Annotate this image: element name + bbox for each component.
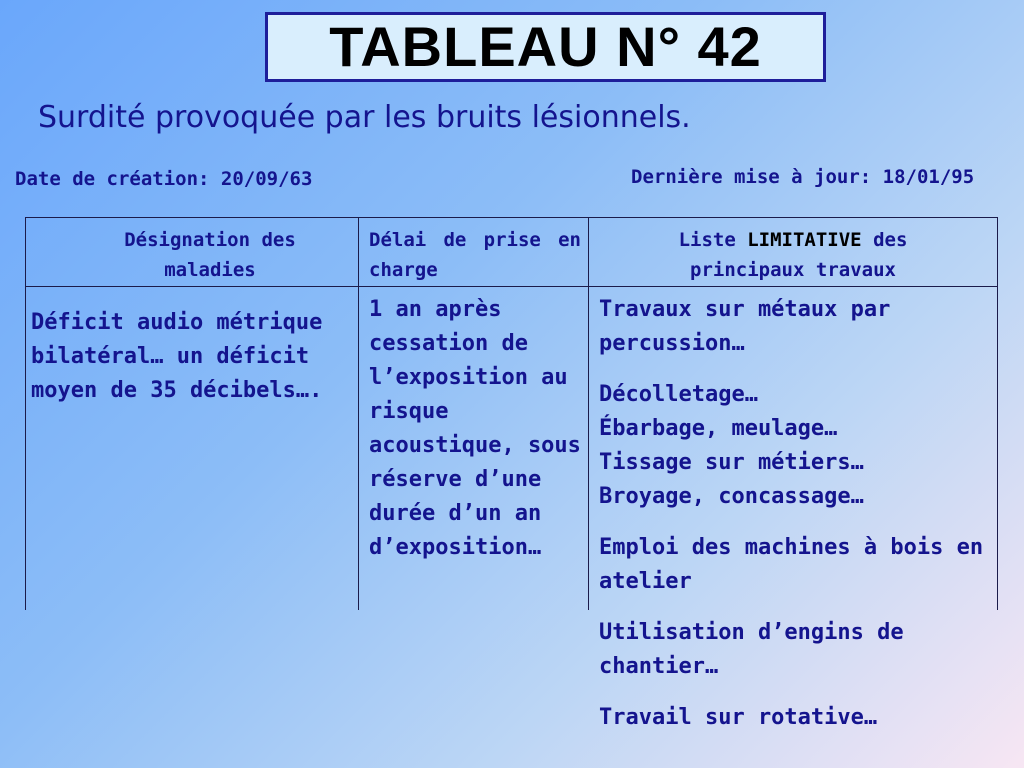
table-header-divider <box>25 286 998 287</box>
travaux-item: Emploi des machines à bois en atelier <box>599 535 984 594</box>
cell-delai: 1 an après cessation de l’exposition au risque acoustique, sous réserve d’une durée d’un an d’exposition… <box>369 297 581 560</box>
table-col-divider-1 <box>358 217 359 610</box>
last-update-date: Dernière mise à jour: 18/01/95 <box>631 166 975 188</box>
cell-travaux <box>599 293 999 752</box>
table-left-border <box>25 217 26 610</box>
page-title: TABLEAU N° 42 <box>329 15 762 78</box>
header-liste <box>628 225 958 285</box>
header-liste-prefix: Liste <box>678 229 748 251</box>
travaux-item: Travail sur rotative… <box>599 705 878 730</box>
header-liste-suffix: des principaux travaux <box>690 229 908 281</box>
table-col-divider-2 <box>588 217 589 610</box>
header-limitative: LIMITATIVE <box>747 229 862 251</box>
title-box <box>265 12 826 82</box>
header-designation: Désignation des maladies <box>124 229 296 281</box>
travaux-item: Utilisation d’engins de chantier… <box>599 620 904 679</box>
subtitle: Surdité provoquée par les bruits lésionnels. <box>38 100 691 135</box>
header-delai: Délai de prise en charge <box>369 229 581 281</box>
travaux-item: Décolletage… Ébarbage, meulage… Tissage sur métiers… Broyage, concassage… <box>599 382 864 509</box>
travaux-item: Travaux sur métaux par percussion… <box>599 297 891 356</box>
table-top-border <box>25 217 998 218</box>
creation-date: Date de création: 20/09/63 <box>15 168 313 190</box>
cell-maladie: Déficit audio métrique bilatéral… un déficit moyen de 35 décibels…. <box>31 310 323 403</box>
